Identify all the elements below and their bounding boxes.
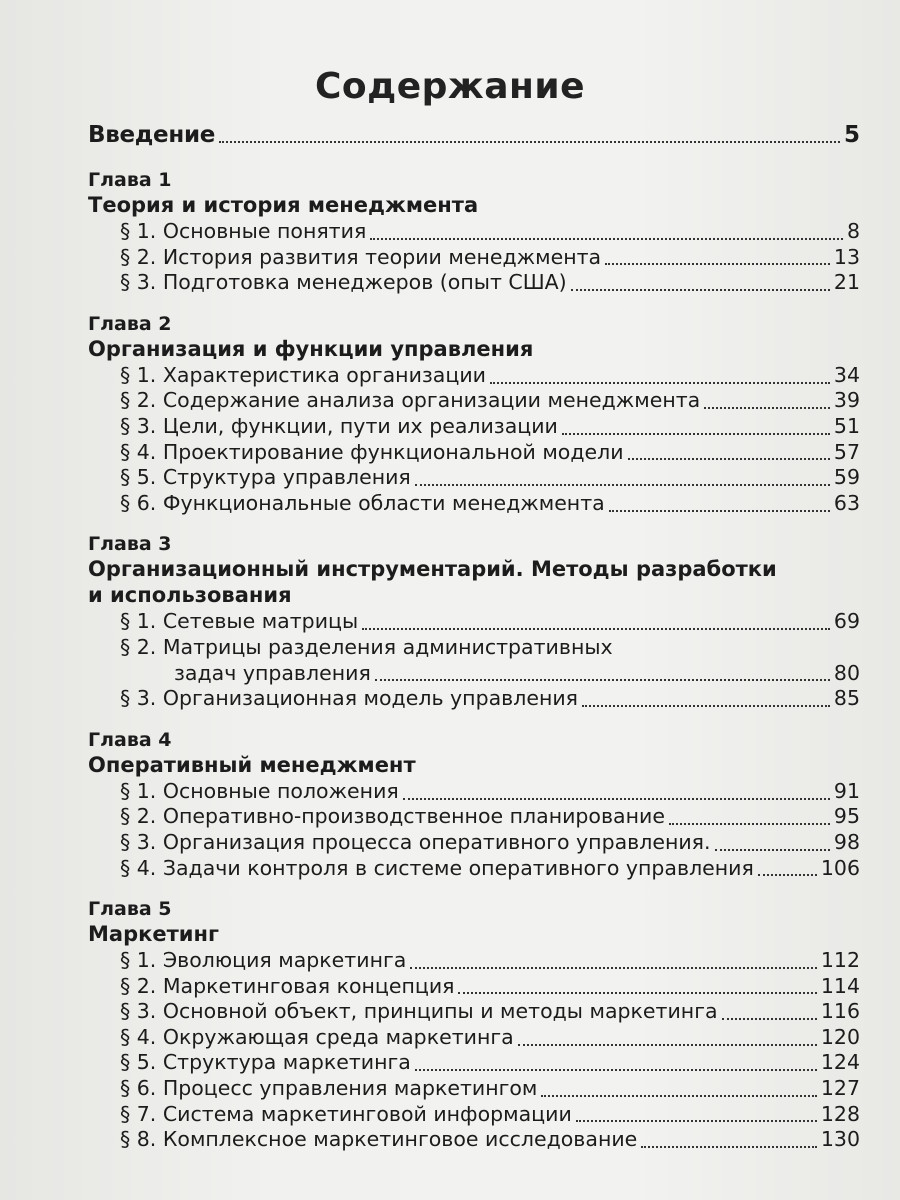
toc-entry-label: § 3. Основной объект, принципы и методы маркетинга bbox=[120, 999, 718, 1024]
toc-entry-page: 130 bbox=[820, 1127, 860, 1152]
toc-entry bbox=[88, 414, 860, 440]
toc-entry-page: 39 bbox=[833, 388, 860, 413]
toc-entry-label: § 3. Цели, функции, пути их реализации bbox=[120, 413, 558, 438]
dot-leader bbox=[415, 1069, 817, 1071]
dot-leader bbox=[576, 1120, 817, 1122]
toc-entry bbox=[88, 491, 860, 517]
dot-leader bbox=[375, 679, 830, 681]
dot-leader bbox=[410, 967, 817, 969]
toc-entry-page: 120 bbox=[820, 1024, 860, 1049]
toc-entry-page: 124 bbox=[820, 1050, 860, 1075]
dot-leader bbox=[628, 458, 830, 460]
toc-entry-intro bbox=[88, 118, 860, 152]
toc-entry bbox=[88, 661, 860, 687]
toc-entry bbox=[88, 948, 860, 974]
toc-entry-page: 128 bbox=[820, 1101, 860, 1126]
toc-entry bbox=[88, 830, 860, 856]
chapter-title: Организация и функции управления bbox=[88, 336, 534, 361]
chapter-title: Организационный инструментарий. Методы разработки bbox=[88, 557, 777, 582]
dot-leader bbox=[370, 238, 843, 240]
toc-entry-label: § 2. Оперативно-производственное планирование bbox=[120, 804, 665, 829]
toc-entry-page: 59 bbox=[833, 465, 860, 490]
toc-entry-page: 63 bbox=[833, 490, 860, 515]
toc-entry-label: § 2. Маркетинговая концепция bbox=[120, 973, 455, 998]
toc-entry-label: § 4. Задачи контроля в системе оперативного управления bbox=[120, 855, 754, 880]
toc-entry-label: § 1. Эволюция маркетинга bbox=[120, 948, 407, 973]
toc-entry-page: 127 bbox=[820, 1076, 860, 1101]
dot-leader bbox=[571, 289, 830, 291]
toc-entry bbox=[88, 363, 860, 389]
toc-entry-page: 57 bbox=[833, 439, 860, 464]
dot-leader bbox=[458, 992, 816, 994]
chapter-heading: Глава 4 bbox=[88, 728, 172, 751]
toc-entry-label-continued: задач управления bbox=[174, 660, 371, 685]
toc-entry bbox=[88, 804, 860, 830]
dot-leader bbox=[518, 1044, 817, 1046]
dot-leader bbox=[562, 433, 830, 435]
toc-entry-label: § 1. Сетевые матрицы bbox=[120, 609, 359, 634]
dot-leader bbox=[605, 263, 830, 265]
toc-entry-page: 13 bbox=[833, 244, 860, 269]
toc-entry-label: § 1. Основные положения bbox=[120, 778, 399, 803]
toc-entry bbox=[88, 465, 860, 491]
chapter-title: Теория и история менеджмента bbox=[88, 193, 479, 217]
toc-entry-page: 95 bbox=[833, 804, 860, 829]
chapter-title: Маркетинг bbox=[88, 922, 219, 947]
toc-entry-page: 116 bbox=[820, 999, 860, 1024]
toc-entry bbox=[88, 1102, 860, 1128]
dot-leader bbox=[582, 705, 830, 707]
toc-entry bbox=[88, 245, 860, 271]
toc-entry-page: 98 bbox=[833, 829, 860, 854]
toc-entry-page: 21 bbox=[833, 270, 860, 295]
toc-entry bbox=[88, 779, 860, 805]
dot-leader bbox=[362, 628, 830, 630]
toc-entry bbox=[88, 974, 860, 1000]
toc-entry-label: § 2. Содержание анализа организации менеджмента bbox=[120, 388, 701, 413]
toc-entry-page: 80 bbox=[833, 660, 860, 685]
toc-entry-page: 112 bbox=[820, 948, 860, 973]
toc-entry-label: § 4. Окружающая среда маркетинга bbox=[120, 1024, 514, 1049]
toc-entry-label: § 6. Функциональные области менеджмента bbox=[120, 490, 605, 515]
chapter-title: Оперативный менеджмент bbox=[88, 752, 416, 777]
toc-entry bbox=[88, 1127, 860, 1153]
dot-leader bbox=[758, 874, 817, 876]
toc-entry bbox=[88, 440, 860, 466]
toc-entry-label: § 6. Процесс управления маркетингом bbox=[120, 1076, 538, 1101]
dot-leader bbox=[541, 1095, 816, 1097]
toc-entry-page: 51 bbox=[833, 413, 860, 438]
toc-entry-label: § 8. Комплексное маркетинговое исследование bbox=[120, 1127, 638, 1152]
toc-entry bbox=[88, 1076, 860, 1102]
toc-entry-label: § 4. Проектирование функциональной модели bbox=[120, 439, 624, 464]
toc-entry-label: § 3. Организационная модель управления bbox=[120, 686, 579, 711]
toc-entry bbox=[88, 219, 860, 245]
toc-entry bbox=[88, 856, 860, 882]
dot-leader bbox=[609, 510, 830, 512]
dot-leader bbox=[490, 382, 830, 384]
toc-entry bbox=[88, 270, 860, 296]
dot-leader bbox=[704, 407, 830, 409]
toc-entry bbox=[88, 1050, 860, 1076]
toc-entry-label: § 3. Подготовка менеджеров (опыт США) bbox=[120, 270, 567, 295]
dot-leader bbox=[403, 798, 830, 800]
dot-leader bbox=[219, 141, 840, 143]
toc-entry-page: 114 bbox=[820, 973, 860, 998]
toc-entry-page: 91 bbox=[833, 778, 860, 803]
toc-entry-page: 85 bbox=[833, 686, 860, 711]
dot-leader bbox=[415, 484, 830, 486]
toc-entry-page: 8 bbox=[846, 219, 860, 243]
dot-leader bbox=[641, 1146, 817, 1148]
toc-entry-label-first-line: § 2. Матрицы разделения административных bbox=[120, 634, 613, 659]
toc-entry bbox=[88, 1025, 860, 1051]
toc-entry-label: Введение bbox=[88, 122, 216, 148]
toc-entry bbox=[88, 388, 860, 414]
toc-entry-label: § 1. Основные понятия bbox=[120, 219, 367, 243]
chapter-heading: Глава 5 bbox=[88, 898, 172, 921]
toc-entry bbox=[88, 999, 860, 1025]
chapter-heading: Глава 2 bbox=[88, 312, 172, 335]
toc-entry-label: § 1. Характеристика организации bbox=[120, 362, 486, 387]
chapter-heading: Глава 3 bbox=[88, 533, 172, 556]
toc-entry bbox=[88, 686, 860, 712]
toc-entry-label: § 2. История развития теории менеджмента bbox=[120, 244, 602, 269]
dot-leader bbox=[669, 823, 830, 825]
toc-entry-page: 34 bbox=[833, 362, 860, 387]
toc-entry-page: 106 bbox=[820, 855, 860, 880]
chapter-title-continued: и использования bbox=[88, 583, 292, 608]
toc-entry-label: § 7. Система маркетинговой информации bbox=[120, 1101, 572, 1126]
table-of-contents bbox=[88, 118, 860, 1153]
toc-entry-label: § 3. Организация процесса оперативного управления. bbox=[120, 829, 711, 854]
dot-leader bbox=[715, 849, 830, 851]
chapter-heading: Глава 1 bbox=[88, 169, 172, 191]
dot-leader bbox=[722, 1018, 817, 1020]
toc-entry-label: § 5. Структура маркетинга bbox=[120, 1050, 411, 1075]
toc-entry bbox=[88, 609, 860, 635]
toc-entry-page: 69 bbox=[833, 609, 860, 634]
toc-entry-label: § 5. Структура управления bbox=[120, 465, 411, 490]
toc-entry-page: 5 bbox=[843, 122, 860, 148]
page-title: Содержание bbox=[314, 66, 586, 107]
